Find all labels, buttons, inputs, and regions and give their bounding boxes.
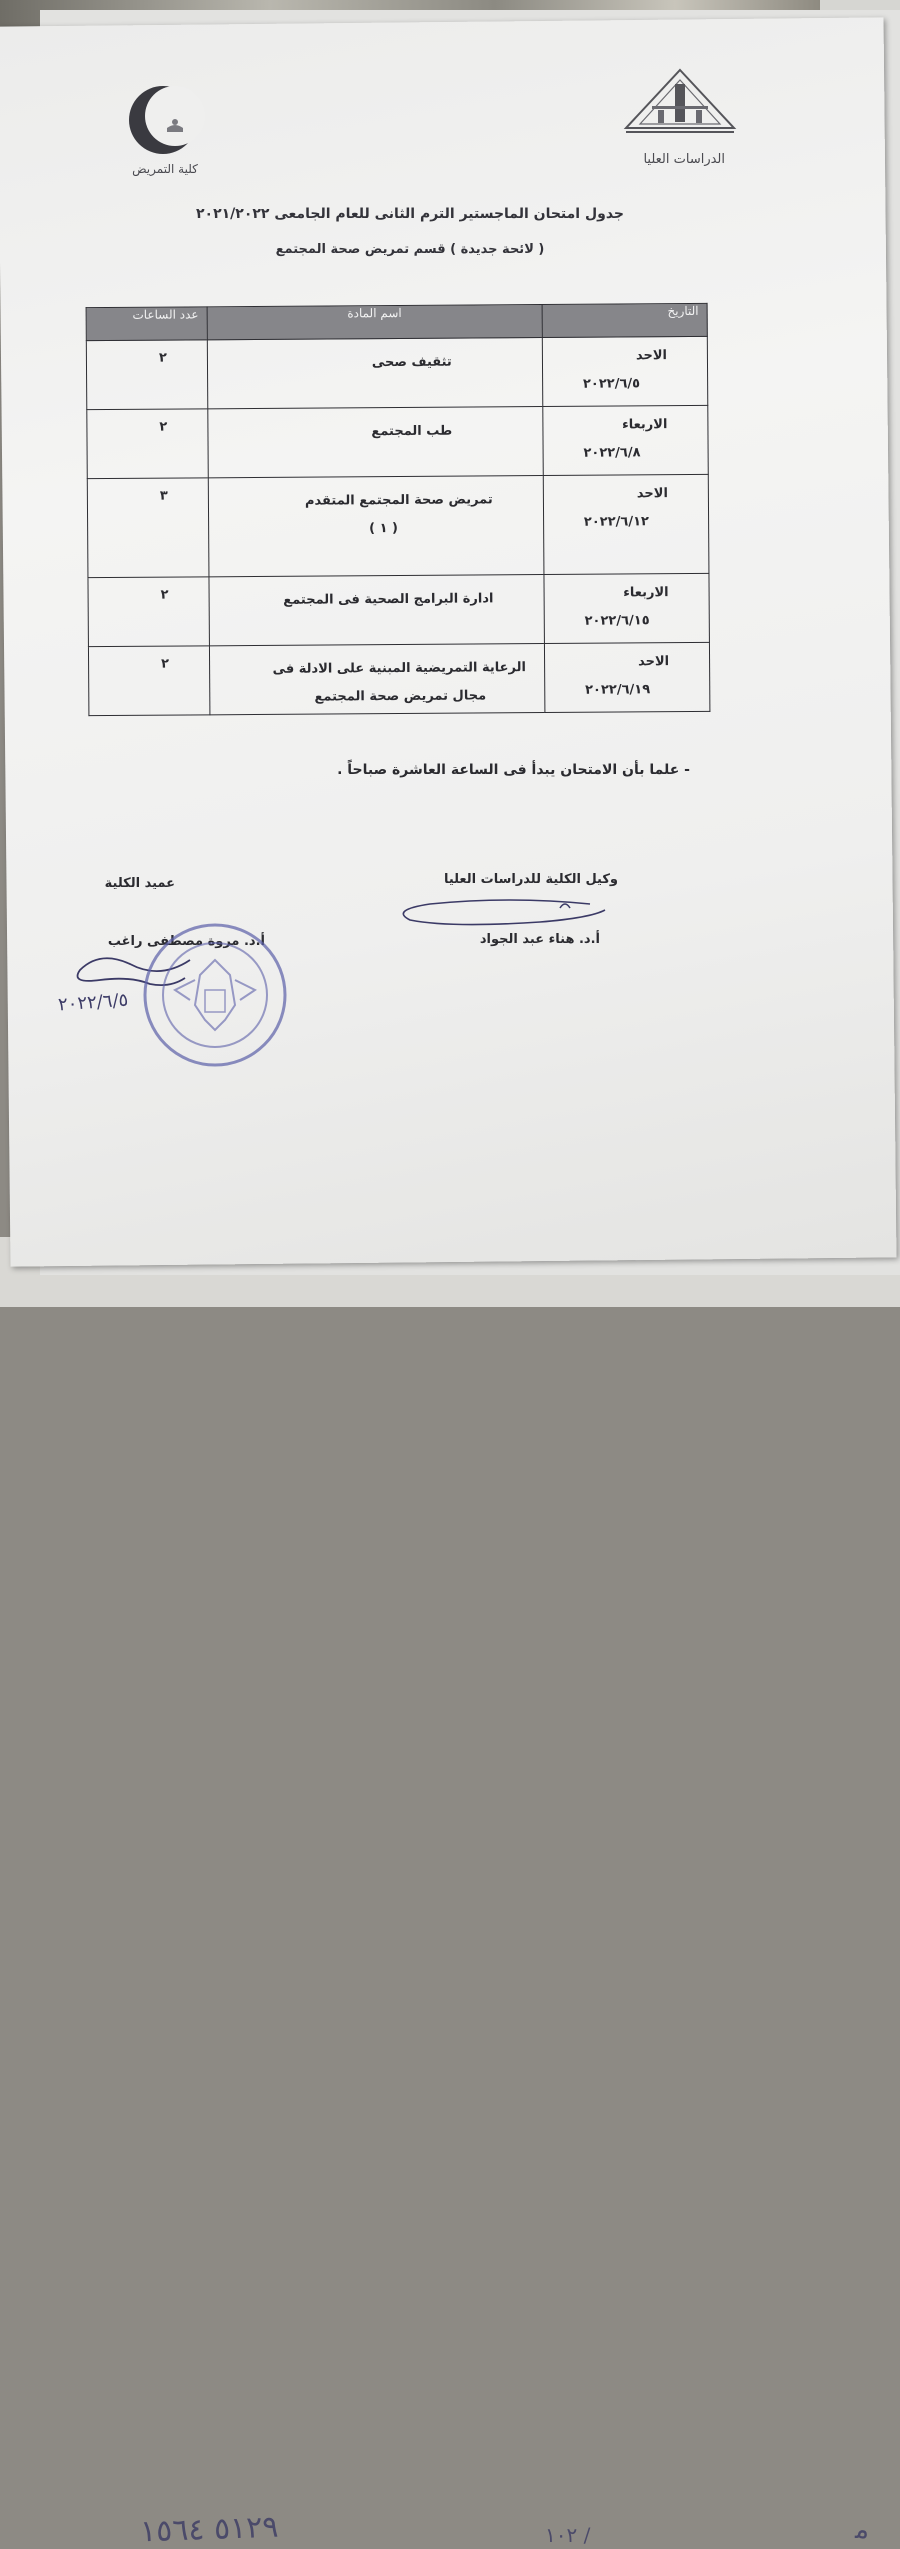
hours-cell: ٢ — [88, 577, 209, 647]
subject-line-2: ( ١ ) — [369, 521, 398, 537]
hours-cell: ٢ — [88, 646, 209, 716]
subject-cell — [208, 475, 544, 576]
document-title: جدول امتحان الماجستير الترم الثانى للعام الجامعى ٢٠٢١/٢٠٢٢ — [196, 206, 624, 222]
subject-cell: تثقيف صحى — [207, 337, 542, 408]
hours-cell: ٢ — [87, 409, 208, 479]
exam-date: ٢٠٢٢/٦/٨ — [583, 445, 641, 461]
exam-schedule-table — [86, 303, 711, 716]
subject-cell — [209, 643, 544, 714]
table-row — [88, 642, 709, 715]
header-date: التاريخ — [542, 303, 707, 337]
date-cell — [543, 474, 709, 574]
exam-date: ٢٠٢٢/٦/١٩ — [585, 682, 651, 698]
bottom-scribble-2: ١٠٢ / — [545, 2523, 591, 2547]
subject-line-1: تمريض صحة المجتمع المتقدم — [304, 492, 493, 509]
header-faculty-label: كلية التمريض — [132, 162, 198, 176]
subject-line-1: الرعاية التمريضية المبنية على الادلة فى — [272, 660, 526, 677]
seal-eagle-icon — [140, 920, 290, 1070]
header-subject: اسم المادة — [207, 304, 542, 339]
day-name: الاربعاء — [621, 417, 668, 433]
exam-date: ٢٠٢٢/٦/١٢ — [583, 514, 650, 530]
hours-cell: ٢ — [86, 340, 207, 410]
exam-time-note: - علما بأن الامتحان يبدأ فى الساعة العاشرة صباحاً . — [337, 762, 690, 778]
day-name: الاحد — [635, 348, 667, 364]
bottom-scribble: ٥١٢٩ ١٥٦٤ — [139, 2509, 280, 2549]
header-hours: عدد الساعات — [86, 307, 207, 341]
subject-line-2: مجال تمريض صحة المجتمع — [314, 688, 487, 705]
document-subtitle: ( لائحة جديدة ) قسم تمريض صحة المجتمع — [275, 242, 545, 257]
vice-dean-signature — [390, 896, 610, 936]
table-header-row — [86, 303, 707, 340]
date-cell — [544, 642, 710, 712]
date-cell — [544, 573, 710, 643]
date-cell — [542, 336, 708, 406]
vice-dean-title: وكيل الكلية للدراسات العليا — [443, 872, 618, 887]
day-name: الاحد — [638, 654, 670, 670]
dean-name: أ.د. مروة مصطفى راغب — [107, 934, 265, 949]
subject-cell: ادارة البرامج الصحية فى المجتمع — [209, 574, 544, 645]
dean-title: عميد الكلية — [104, 876, 175, 891]
subject-cell: طب المجتمع — [208, 406, 543, 477]
hours-cell: ٣ — [87, 478, 209, 578]
date-cell — [543, 405, 709, 475]
nursing-crescent-icon — [125, 82, 205, 162]
day-name: الاربعاء — [623, 585, 669, 601]
dean-handwritten-date: ٢٠٢٢/٦/٥ — [57, 989, 129, 1016]
table-row — [87, 405, 708, 478]
bottom-scribble-3: ﻣ — [855, 2515, 869, 2545]
vice-dean-name: أ.د. هناء عبد الجواد — [479, 932, 600, 947]
exam-date: ٢٠٢٢/٦/٥ — [582, 376, 641, 392]
table-row — [86, 336, 707, 409]
table-row — [87, 474, 709, 577]
table-row — [88, 573, 709, 646]
day-name: الاحد — [636, 486, 668, 502]
header-department-label: الدراسات العليا — [643, 152, 725, 167]
exam-date: ٢٠٢٢/٦/١٥ — [584, 613, 650, 629]
university-emblem-icon — [622, 66, 738, 140]
